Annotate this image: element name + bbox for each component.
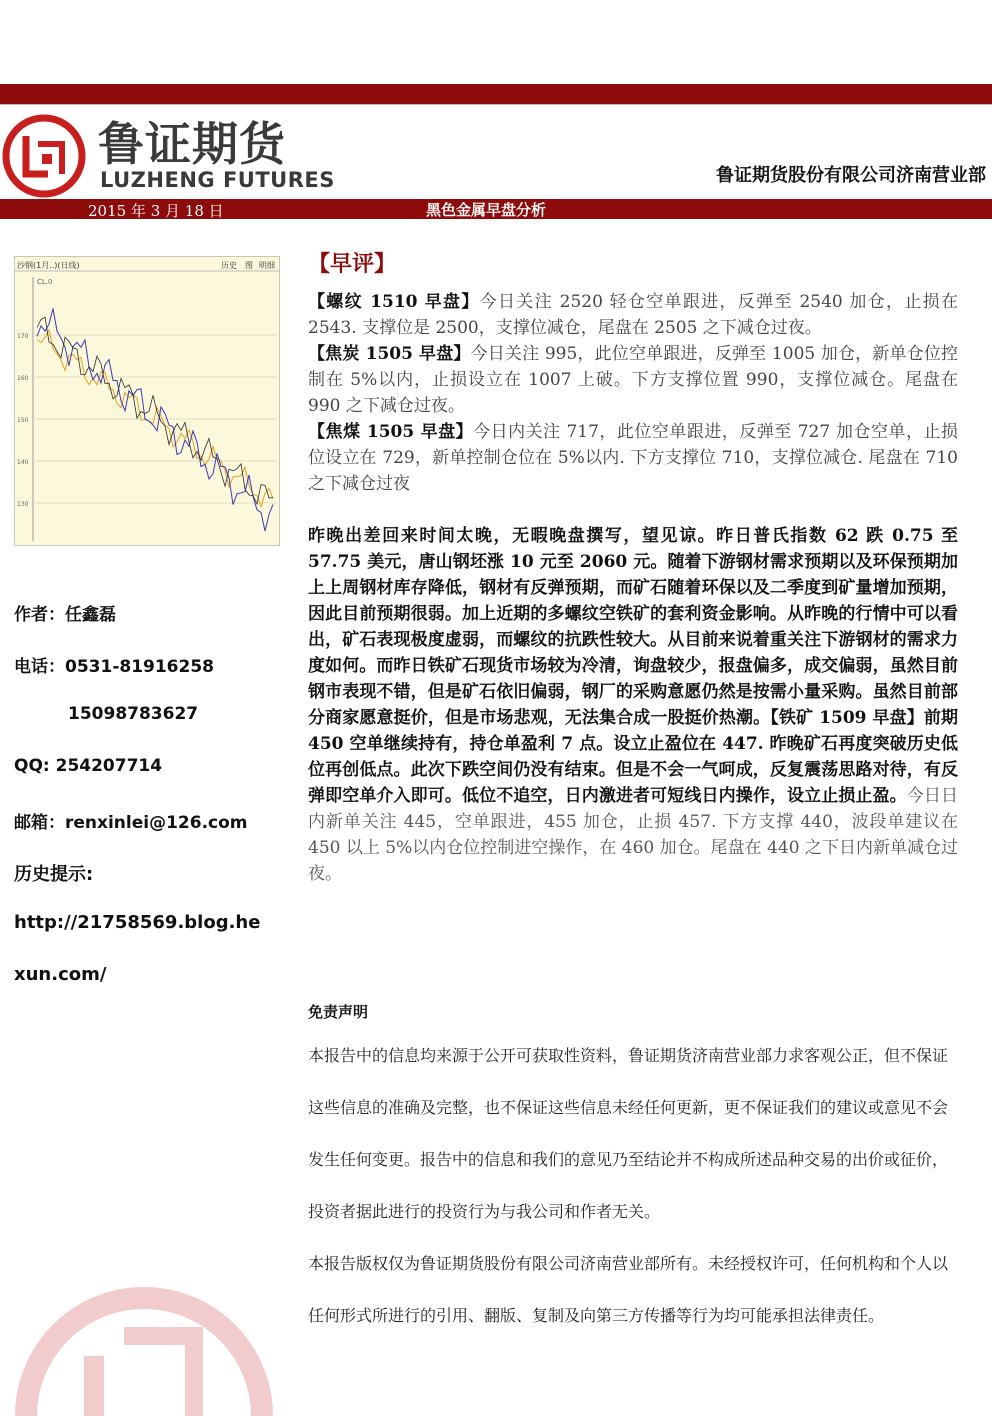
price-chart-svg (15, 257, 279, 545)
disclaimer-paragraph-1: 本报告中的信息均来源于公开可获取性资料，鲁证期货济南营业部力求客观公正，但不保证这些信息的准确及完整，也不保证这些信息未经任何更新，更不保证我们的建议或意见不会发生任何变更。报告中的信息和我们的意见乃至结论并不构成所述品种交易的出价或征价，投资者据此进行的投资行为与我公司和作者无关。 (308, 1046, 949, 1221)
blog-link-line1[interactable]: http://21758569.blog.he (14, 912, 261, 933)
history-label: 历史提示: (14, 864, 94, 885)
logo-watermark-icon (14, 1276, 274, 1416)
comment-coking-coal (308, 419, 958, 497)
chart-header-right-3: 明细 (259, 261, 275, 270)
chart-y-tick: 170 (17, 333, 29, 340)
morning-comments (308, 289, 958, 497)
price-chart (14, 256, 280, 546)
series-orange-line (37, 330, 273, 507)
company-name: 鲁证期货股份有限公司济南营业部 (716, 165, 986, 186)
blog-link-line2[interactable]: xun.com/ (14, 964, 107, 985)
luzheng-logo-icon (2, 114, 86, 198)
comment-rebar (308, 289, 958, 341)
market-analysis-iron-ore: 今日日内新单关注 445，空单跟进，455 加仓，止损 457. 下方支撑 440，波段单建议在 450 以上 5%以内仓位控制进空操作，在 460 加仓。尾盘在 440 之下日内新单减仓过夜。 (308, 786, 959, 884)
report-date: 2015 年 3 月 18 日 (88, 202, 224, 220)
comment-rebar-label: 【螺纹 1510 早盘】 (308, 292, 480, 312)
date-bar (0, 199, 992, 219)
email: 邮箱：renxinlei@126.com (14, 813, 248, 833)
chart-header-left: 沙钢(1月..)(日线) (17, 261, 80, 270)
chart-legend: CL.0 (37, 278, 53, 286)
market-analysis-bold: 昨晚出差回来时间太晚，无暇晚盘撰写，望见谅。昨日普氏指数 62 跌 0.75 至 57.75 美元，唐山钢坯涨 10 元至 2060 元。随着下游钢材需求预期以及环保预期加上上周钢材库存降低，钢材有反弹预期，而矿石随着环保以及二季度到矿量增加预期，因此目前预期很弱。加上近期的多螺纹空铁矿的套利资金影响。从昨晚的行情中可以看出，矿石表现极度虚弱，而螺纹的抗跌性较大。从目前来说着重关注下游钢材的需求力度如何。而昨日铁矿石现货市场较为冷清，询盘较少，报盘偏多，成交偏弱，虽然目前钢市表现不错，但是矿石依旧偏弱，钢厂的采购意愿仍然是按需小量采购。虽然目前部分商家愿意挺价，但是市场悲观，无法集合成一股挺价热潮。【铁矿 1509 早盘】前期 450 空单继续持有，持仓单盈利 7 点。设立止盈位在 447. 昨晚矿石再度突破历史低位再创低点。此次下跌空间仍没有结束。但是不会一气呵成，反复震荡思路对待，有反弹即空单介入即可。低位不追空，日内激进者可短线日内操作，设立止损止盈。 (308, 526, 958, 806)
chart-header-right-1: 历史 (221, 261, 237, 270)
phone: 电话：0531-81916258 (14, 657, 214, 677)
logo-chinese-text: 鲁证期货 (98, 117, 286, 171)
comment-coke (308, 341, 958, 419)
chart-y-tick: 160 (17, 375, 29, 382)
comment-coke-label: 【焦炭 1505 早盘】 (308, 344, 471, 364)
comment-coking-coal-text: 今日内关注 717，此位空单跟进，反弹至 727 加仓空单，止损位设立在 729，新单控制仓位在 5%以内. 下方支撑位 710，支撑位减仓. 尾盘在 710 之下减仓过夜 (308, 422, 958, 494)
market-analysis (308, 523, 958, 887)
logo-english-text: LUZHENG FUTURES (100, 168, 335, 192)
chart-header-right-2: 图 (245, 261, 253, 270)
section-title: 【早评】 (308, 251, 397, 277)
comment-coking-coal-label: 【焦煤 1505 早盘】 (308, 422, 474, 442)
comment-rebar-text: 今日关注 2520 轻仓空单跟进，反弹至 2540 加仓，止损在 2543. 支撑位是 2500，支撑位减仓，尾盘在 2505 之下减仓过夜。 (308, 292, 958, 338)
qq: QQ: 254207714 (14, 756, 163, 776)
disclaimer-title: 免责声明 (308, 1003, 369, 1021)
phone-secondary: 15098783627 (68, 704, 199, 724)
comment-coke-text: 今日关注 995，此位空单跟进，反弹至 1005 加仓，新单仓位控制在 5%以内，止损设立在 1007 上破。下方支撑位置 990，支撑位减仓。尾盘在 990 之下减仓过夜。 (308, 344, 958, 416)
company-logo (0, 108, 340, 200)
disclaimer-paragraph-2: 本报告版权仅为鲁证期货股份有限公司济南营业部所有。未经授权许可，任何机构和个人以任何形式所进行的引用、翻版、复制及向第三方传播等行为均可能承担法律责任。 (308, 1254, 949, 1325)
top-banner-bar (0, 84, 992, 104)
chart-y-tick: 140 (17, 459, 29, 466)
chart-y-tick: 130 (17, 501, 29, 508)
report-title: 黑色金属早盘分析 (426, 201, 547, 219)
top-banner-divider (0, 104, 992, 105)
chart-y-tick: 150 (17, 417, 29, 424)
author: 作者：任鑫磊 (14, 605, 116, 625)
series-blue-line (37, 309, 273, 532)
